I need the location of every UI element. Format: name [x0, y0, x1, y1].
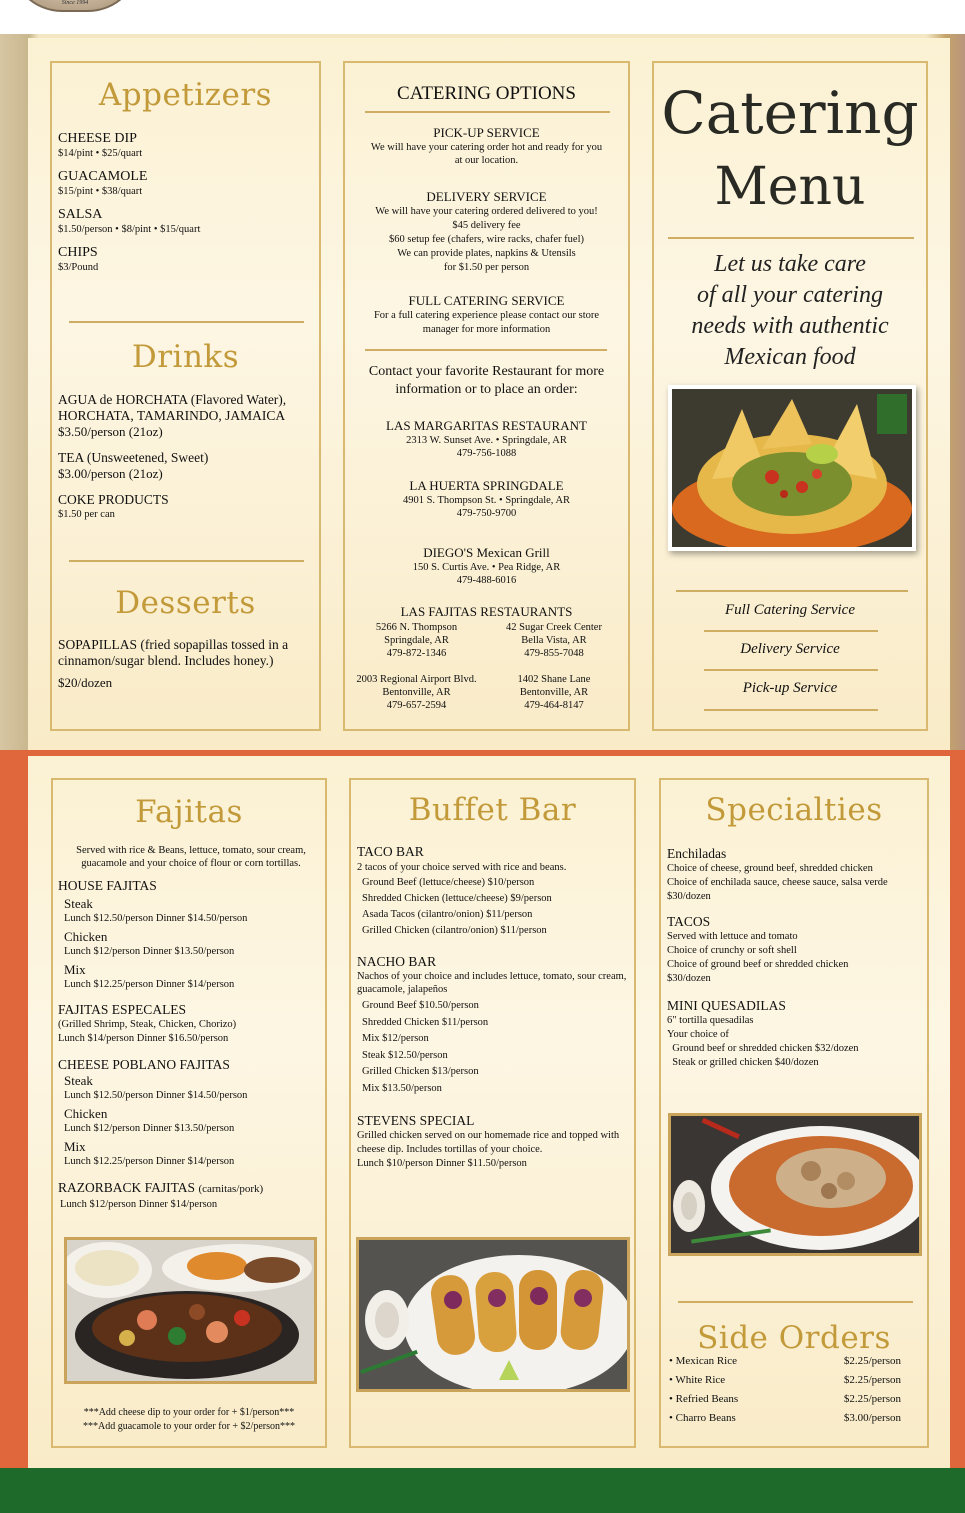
fajita-price: Lunch $12.50/person Dinner $14.50/person — [64, 1090, 248, 1101]
drink-name: COKE PRODUCTS — [58, 492, 169, 507]
razorback-title: RAZORBACK FAJITAS — [58, 1180, 196, 1195]
pickup-title: PICK-UP SERVICE — [433, 125, 540, 140]
stevens-special — [357, 1113, 633, 1171]
specialties-column — [659, 778, 929, 1448]
restaurant-logo — [10, 0, 140, 12]
location-entry — [484, 673, 624, 712]
enchiladas-section — [667, 846, 927, 904]
fajita-meat: Chicken — [64, 1106, 108, 1121]
restaurant-phone: 479-488-6016 — [456, 575, 517, 586]
divider — [704, 630, 878, 632]
cover-tagline — [654, 249, 926, 373]
side-order-price: $2.25/person — [843, 1393, 901, 1405]
fajitas-column — [51, 778, 327, 1448]
divider — [365, 111, 610, 113]
delivery-title: DELIVERY SERVICE — [426, 189, 547, 204]
nacho-bar-description: Nachos of your choice and includes lettuce, tomato, sour cream, guacamole, jalapeños — [357, 971, 627, 995]
nachos-illustration — [672, 389, 912, 547]
las-fajitas-title: LAS FAJITAS RESTAURANTS — [400, 604, 573, 619]
full-catering-description: For a full catering experience please contact our store manager for more information — [373, 310, 600, 335]
house-fajitas-title: HOUSE FAJITAS — [58, 878, 157, 893]
tagline-line: Let us take care — [714, 251, 866, 277]
nacho-bar-item: Steak $12.50/person — [362, 1049, 448, 1061]
appetizer-price: $3/Pound — [58, 262, 99, 273]
menu-sheet — [0, 34, 965, 1468]
delivery-line: We will have your catering ordered delivered to you! — [375, 206, 598, 217]
tagline-line: needs with authentic — [691, 313, 889, 339]
fajita-meat: Chicken — [64, 929, 108, 944]
restaurant-name: LAS MARGARITAS RESTAURANT — [386, 418, 587, 433]
side-order-price: $2.25/person — [843, 1355, 901, 1367]
razorback-price: Lunch $12/person Dinner $14/person — [60, 1199, 218, 1210]
drink-name: AGUA de HORCHATA (Flavored Water), — [58, 392, 287, 407]
service-pickup: Pick-up Service — [742, 680, 838, 696]
las-fajitas-locations — [349, 621, 624, 712]
nacho-bar-item: Shredded Chicken $11/person — [362, 1016, 489, 1028]
side-order-name: • Charro Beans — [669, 1412, 736, 1424]
appetizers-list — [58, 131, 318, 274]
location-row — [349, 673, 624, 712]
location-entry — [349, 621, 484, 660]
location-phone: 479-464-8147 — [524, 700, 584, 711]
fajita-meat: Mix — [64, 962, 86, 977]
tacos-line: $30/dozen — [667, 973, 711, 984]
location-street: 2003 Regional Airport Blvd. — [356, 674, 477, 685]
location-city: Bentonville, AR — [519, 687, 589, 698]
location-city: Bentonville, AR — [382, 687, 451, 698]
side-order-item — [669, 1371, 901, 1390]
especiales-price: Lunch $14/person Dinner $16.50/person — [58, 1033, 229, 1044]
location-entry — [349, 673, 484, 712]
nacho-bar-item: Grilled Chicken $13/person — [362, 1066, 479, 1077]
divider — [365, 349, 607, 351]
drink-item — [58, 492, 320, 521]
nacho-bar-item: Mix $12/person — [362, 1033, 429, 1044]
pickup-section — [359, 125, 614, 167]
tacos-line: Choice of ground beef or shredded chicken — [667, 959, 849, 970]
service-full-catering: Full Catering Service — [725, 602, 855, 618]
tacos-illustration — [359, 1240, 627, 1389]
enchiladas-line: $30/dozen — [667, 891, 711, 902]
side-order-item — [669, 1352, 901, 1371]
drinks-title: Drinks — [131, 339, 240, 375]
restaurant-phone: 479-750-9700 — [456, 508, 517, 519]
quesadillas-section — [667, 998, 927, 1070]
divider — [69, 560, 304, 562]
side-order-name: • Mexican Rice — [669, 1355, 737, 1367]
delivery-line: We can provide plates, napkins & Utensils — [397, 248, 576, 259]
appetizer-name: GUACAMOLE — [58, 169, 148, 184]
razorback-note: (carnitas/pork) — [198, 1183, 264, 1195]
taco-bar-item: Shredded Chicken (lettuce/cheese) $9/person — [362, 893, 552, 904]
taco-bar-description: 2 tacos of your choice served with rice and beans. — [357, 862, 567, 873]
especiales-description: (Grilled Shrimp, Steak, Chicken, Chorizo) — [58, 1019, 237, 1030]
razorback-heading — [58, 1180, 323, 1197]
contact-text: Contact your favorite Restaurant for more information or to place an order: — [368, 364, 605, 397]
fajita-price: Lunch $12/person Dinner $13.50/person — [64, 946, 235, 957]
taco-bar-title: TACO BAR — [357, 844, 424, 859]
house-fajitas — [58, 878, 323, 992]
razorback-fajitas — [58, 1180, 323, 1212]
rice-chicken-illustration — [671, 1116, 919, 1253]
drink-name: TEA (Unsweetened, Sweet) — [58, 450, 209, 465]
service-delivery: Delivery Service — [740, 641, 840, 657]
fajitas-photo — [64, 1237, 317, 1384]
restaurant-entry — [351, 478, 622, 520]
addon-guacamole: ***Add guacamole to your order for + $2/person*** — [83, 1421, 295, 1432]
side-order-item — [669, 1390, 901, 1409]
fajitas-title: Fajitas — [135, 794, 243, 830]
appetizer-item — [58, 207, 318, 236]
nacho-bar-title: NACHO BAR — [357, 954, 437, 969]
location-entry — [484, 621, 624, 660]
catering-options-column — [343, 61, 630, 731]
stevens-special-description: Grilled chicken served on our homemade rice and topped with cheese dip. Includes tortillas of your choice. — [357, 1130, 620, 1155]
enchiladas-line: Choice of enchilada sauce, cheese sauce, salsa verde — [667, 877, 888, 888]
fajita-price: Lunch $12.25/person Dinner $14/person — [64, 1156, 235, 1167]
restaurant-address: 4901 S. Thompson St. • Springdale, AR — [402, 495, 571, 506]
side-order-name: • White Rice — [669, 1374, 726, 1386]
especiales-title: FAJITAS ESPECALES — [58, 1002, 187, 1017]
restaurant-address: 150 S. Curtis Ave. • Pea Ridge, AR — [412, 562, 561, 573]
catering-options-title: CATERING OPTIONS — [397, 83, 576, 104]
enchiladas-title: Enchiladas — [667, 846, 727, 861]
appetizer-item — [58, 169, 318, 198]
enchiladas-line: Choice of cheese, ground beef, shredded chicken — [667, 863, 873, 874]
desserts-title: Desserts — [115, 585, 256, 621]
restaurant-entry — [351, 545, 622, 587]
stevens-special-price: Lunch $10/person Dinner $11.50/person — [357, 1158, 527, 1169]
quesadillas-line: 6" tortilla quesadilas — [667, 1015, 754, 1026]
quesadillas-line: Your choice of — [667, 1029, 729, 1040]
cover-title-line1: Catering — [661, 79, 919, 147]
location-phone: 479-872-1346 — [386, 648, 447, 659]
nachos-photo — [668, 385, 916, 551]
drink-item — [58, 450, 320, 482]
taco-bar — [357, 844, 633, 939]
drinks-list — [58, 392, 320, 521]
desserts-list — [58, 637, 316, 691]
quesadillas-title: MINI QUESADILAS — [667, 998, 786, 1013]
pickup-description: We will have your catering order hot and ready for you at our location. — [370, 142, 603, 166]
divider — [668, 237, 914, 239]
buffet-title: Buffet Bar — [408, 792, 577, 828]
fajitas-illustration — [67, 1240, 314, 1381]
restaurant-name: LA HUERTA SPRINGDALE — [409, 478, 564, 493]
nacho-bar — [357, 954, 629, 1097]
appetizers-title: Appetizers — [98, 77, 273, 113]
divider — [69, 321, 304, 323]
fajita-meat: Mix — [64, 1139, 86, 1154]
drink-price: $3.50/person (21oz) — [58, 424, 163, 439]
logo-text: Since 1994 — [61, 0, 89, 6]
tacos-line: Served with lettuce and tomato — [667, 931, 798, 942]
taco-bar-item: Ground Beef (lettuce/cheese) $10/person — [362, 877, 535, 888]
quesadillas-line: Ground beef or shredded chicken $32/dozen — [667, 1043, 859, 1054]
fajita-price: Lunch $12.50/person Dinner $14.50/person — [64, 913, 248, 924]
addon-cheese-dip: ***Add cheese dip to your order for + $1/person*** — [83, 1407, 295, 1418]
drink-item — [58, 392, 320, 440]
tacos-line: Choice of crunchy or soft shell — [667, 945, 797, 956]
buffet-column — [349, 778, 636, 1448]
divider — [676, 590, 908, 592]
appetizer-name: SALSA — [58, 207, 103, 222]
tagline-line: of all your catering — [697, 282, 883, 308]
tacos-title: TACOS — [667, 914, 711, 929]
tagline-line: Mexican food — [724, 344, 856, 370]
delivery-line: for $1.50 per person — [443, 262, 530, 273]
fajita-price: Lunch $12/person Dinner $13.50/person — [64, 1123, 235, 1134]
appetizer-name: CHEESE DIP — [58, 131, 137, 146]
restaurant-name: DIEGO'S Mexican Grill — [423, 545, 550, 560]
footer-band — [0, 1468, 965, 1513]
full-catering-section — [357, 293, 616, 337]
divider — [678, 1301, 913, 1303]
cover-column — [652, 61, 928, 731]
fajitas-intro: Served with rice & Beans, lettuce, tomato, sour cream, guacamole and your choice of flour or corn tortillas. — [76, 845, 306, 869]
location-city: Bella Vista, AR — [521, 635, 587, 646]
poblano-title: CHEESE POBLANO FAJITAS — [58, 1057, 230, 1072]
side-orders-list — [669, 1352, 901, 1428]
side-order-price: $3.00/person — [843, 1412, 901, 1424]
specialties-title: Specialties — [705, 792, 883, 828]
location-row — [349, 621, 624, 660]
divider — [704, 709, 878, 711]
restaurant-address: 2313 W. Sunset Ave. • Springdale, AR — [406, 435, 567, 446]
dessert-price: $20/dozen — [58, 675, 113, 690]
fajita-meat: Steak — [64, 1073, 93, 1088]
side-order-price: $2.25/person — [843, 1374, 901, 1386]
taco-bar-item: Asada Tacos (cilantro/onion) $11/person — [362, 909, 533, 920]
delivery-section — [351, 189, 622, 275]
location-phone: 479-657-2594 — [386, 700, 447, 711]
appetizer-item — [58, 131, 318, 160]
location-phone: 479-855-7048 — [524, 648, 584, 659]
appetizer-price: $1.50/person • $8/pint • $15/quart — [58, 224, 201, 235]
drink-price: $3.00/person (21oz) — [58, 466, 163, 481]
enchiladas-photo — [668, 1113, 922, 1256]
cheese-poblano-fajitas — [58, 1057, 323, 1169]
full-catering-title: FULL CATERING SERVICE — [408, 293, 565, 308]
appetizer-name: CHIPS — [58, 245, 98, 260]
quesadillas-line: Steak or grilled chicken $40/dozen — [667, 1057, 819, 1068]
restaurant-entry — [351, 418, 622, 460]
tacos-section — [667, 914, 927, 986]
location-street: 5266 N. Thompson — [375, 622, 458, 633]
stevens-special-title: STEVENS SPECIAL — [357, 1113, 475, 1128]
cover-title-line2: Menu — [714, 157, 866, 217]
appetizer-price: $15/pint • $38/quart — [58, 186, 143, 197]
divider — [704, 669, 878, 671]
taco-bar-item: Grilled Chicken (cilantro/onion) $11/person — [362, 925, 547, 936]
nacho-bar-item: Ground Beef $10.50/person — [362, 1000, 479, 1011]
appetizer-price: $14/pint • $25/quart — [58, 148, 143, 159]
dessert-description: SOPAPILLAS (fried sopapillas tossed in a cinnamon/sugar blend. Includes honey.) — [58, 637, 289, 668]
tacos-photo — [356, 1237, 630, 1392]
restaurant-phone: 479-756-1088 — [456, 448, 517, 459]
drink-name-continued: HORCHATA, TAMARINDO, JAMAICA — [58, 408, 286, 423]
location-street: 42 Sugar Creek Center — [506, 622, 602, 633]
top-bar — [0, 0, 965, 34]
fajitas-especiales — [58, 1002, 323, 1046]
appetizers-column — [50, 61, 321, 731]
nacho-bar-item: Mix $13.50/person — [362, 1082, 442, 1094]
side-order-name: • Refried Beans — [669, 1393, 739, 1405]
location-street: 1402 Shane Lane — [517, 674, 591, 685]
fajita-price: Lunch $12.25/person Dinner $14/person — [64, 979, 235, 990]
side-order-item — [669, 1409, 901, 1428]
location-city: Springdale, AR — [384, 635, 449, 646]
drink-price: $1.50 per can — [58, 509, 115, 520]
fajita-meat: Steak — [64, 896, 93, 911]
delivery-line: $60 setup fee (chafers, wire racks, chafer fuel) — [388, 234, 585, 245]
appetizer-item — [58, 245, 318, 274]
delivery-line: $45 delivery fee — [452, 220, 521, 231]
side-orders-title: Side Orders — [697, 1320, 891, 1356]
